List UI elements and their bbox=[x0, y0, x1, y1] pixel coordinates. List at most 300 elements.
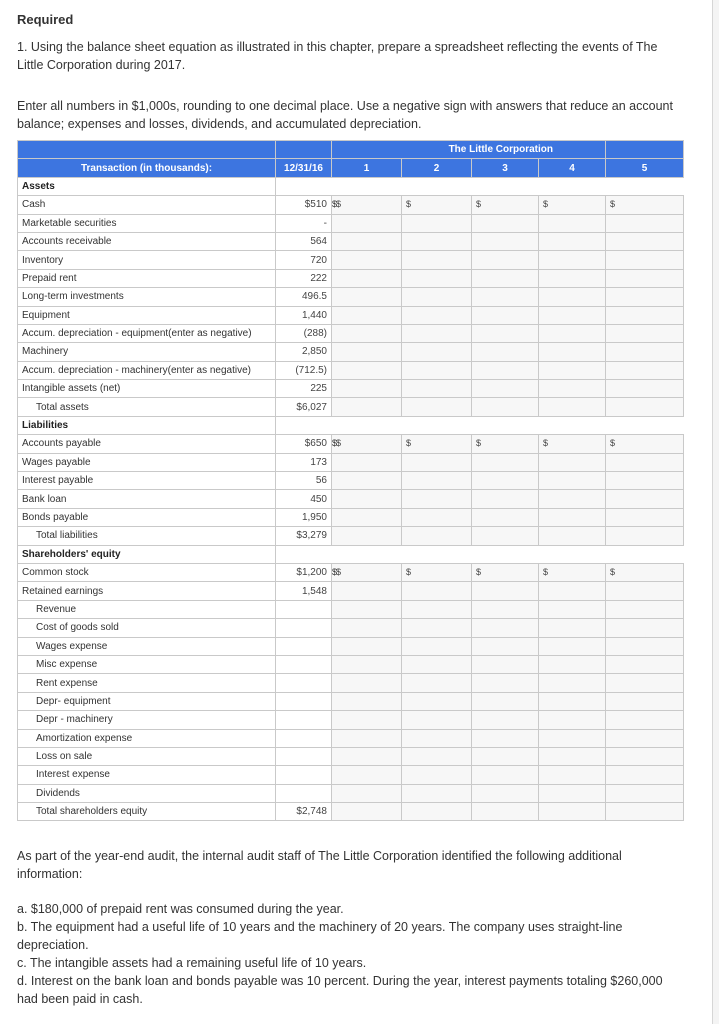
input-cell-1[interactable] bbox=[332, 490, 402, 508]
input-cell-1[interactable] bbox=[332, 674, 402, 692]
table-row bbox=[18, 729, 684, 747]
row-label: Depr - machinery bbox=[18, 711, 276, 729]
input-cell-4[interactable] bbox=[539, 784, 606, 802]
table-row bbox=[18, 380, 684, 398]
input-cell-3[interactable] bbox=[472, 803, 539, 821]
table-row bbox=[18, 472, 684, 490]
input-cell-2[interactable] bbox=[402, 324, 472, 342]
input-cell-2[interactable] bbox=[402, 269, 472, 287]
input-cell-2[interactable] bbox=[402, 251, 472, 269]
dollar-sign: $ bbox=[476, 199, 482, 210]
table-row bbox=[18, 692, 684, 710]
dollar-sign: $ bbox=[476, 438, 482, 449]
input-cell-2[interactable] bbox=[402, 747, 472, 765]
row-label: Long-term investments bbox=[18, 288, 276, 306]
table-row bbox=[18, 545, 684, 563]
input-cell-4[interactable] bbox=[539, 674, 606, 692]
input-cell-3[interactable] bbox=[472, 729, 539, 747]
opening-balance: (288) bbox=[276, 324, 332, 342]
question-text: 1. Using the balance sheet equation as illustrated in this chapter, prepare a spreadsheet reflecting the events of The Little Corporation during 2017. bbox=[17, 40, 658, 72]
input-cell-2[interactable] bbox=[402, 361, 472, 379]
input-cell-2[interactable] bbox=[402, 527, 472, 545]
opening-balance: 564 bbox=[276, 232, 332, 250]
row-label: Accounts payable bbox=[18, 435, 276, 453]
date-header: 12/31/16 bbox=[276, 159, 332, 177]
input-cell-4[interactable] bbox=[539, 766, 606, 784]
input-cell-3[interactable] bbox=[472, 784, 539, 802]
table-row bbox=[18, 803, 684, 821]
input-cell-2[interactable] bbox=[402, 232, 472, 250]
table-row bbox=[18, 324, 684, 342]
table-row bbox=[18, 563, 684, 581]
table-row bbox=[18, 490, 684, 508]
input-cell-3[interactable] bbox=[472, 582, 539, 600]
input-cell-2[interactable] bbox=[402, 472, 472, 490]
row-label: Cash bbox=[18, 196, 276, 214]
row-label: Depr- equipment bbox=[18, 692, 276, 710]
note-b: b. The equipment had a useful life of 10 years and the machinery of 20 years. The company uses straight-line depreciation. bbox=[17, 920, 623, 952]
input-cell-2[interactable] bbox=[402, 692, 472, 710]
input-cell-3[interactable] bbox=[472, 747, 539, 765]
input-cell-1[interactable] bbox=[332, 251, 402, 269]
input-cell-4[interactable] bbox=[539, 563, 606, 581]
input-cell-1[interactable] bbox=[332, 619, 402, 637]
note-d: d. Interest on the bank loan and bonds payable was 10 percent. During the year, interest payments totaling $260,000 had been paid in cash. bbox=[17, 974, 663, 1006]
input-cell-5[interactable] bbox=[606, 380, 684, 398]
table-row bbox=[18, 582, 684, 600]
input-cell-4[interactable] bbox=[539, 803, 606, 821]
input-cell-4[interactable] bbox=[539, 637, 606, 655]
input-cell-4[interactable] bbox=[539, 619, 606, 637]
company-title: The Little Corporation bbox=[332, 141, 606, 159]
input-cell-5[interactable] bbox=[606, 306, 684, 324]
opening-balance: $1,200 $ bbox=[276, 563, 332, 581]
input-cell-5[interactable] bbox=[606, 766, 684, 784]
input-cell-1[interactable] bbox=[332, 472, 402, 490]
table-row bbox=[18, 619, 684, 637]
input-cell-1[interactable] bbox=[332, 582, 402, 600]
input-cell-2[interactable] bbox=[402, 600, 472, 618]
input-cell-4[interactable] bbox=[539, 361, 606, 379]
input-cell-5[interactable] bbox=[606, 269, 684, 287]
col-header-3: 3 bbox=[472, 159, 539, 177]
input-cell-5[interactable] bbox=[606, 398, 684, 416]
input-cell-5[interactable] bbox=[606, 600, 684, 618]
input-cell-3[interactable] bbox=[472, 361, 539, 379]
opening-balance: 225 bbox=[276, 380, 332, 398]
opening-balance bbox=[276, 729, 332, 747]
audit-info bbox=[17, 847, 685, 1008]
table-row bbox=[18, 766, 684, 784]
input-cell-2[interactable] bbox=[402, 398, 472, 416]
input-cell-4[interactable] bbox=[539, 380, 606, 398]
table-row bbox=[18, 177, 684, 195]
input-cell-5[interactable] bbox=[606, 288, 684, 306]
row-label: Revenue bbox=[18, 600, 276, 618]
input-cell-3[interactable] bbox=[472, 527, 539, 545]
input-cell-1[interactable] bbox=[332, 711, 402, 729]
input-cell-2[interactable] bbox=[402, 619, 472, 637]
table-row bbox=[18, 232, 684, 250]
row-label: Cost of goods sold bbox=[18, 619, 276, 637]
input-cell-4[interactable] bbox=[539, 472, 606, 490]
row-label: Accum. depreciation - machinery(enter as negative) bbox=[18, 361, 276, 379]
row-label: Wages payable bbox=[18, 453, 276, 471]
dollar-sign: $ bbox=[331, 438, 337, 449]
table-row bbox=[18, 508, 684, 526]
input-cell-3[interactable] bbox=[472, 766, 539, 784]
input-cell-2[interactable] bbox=[402, 435, 472, 453]
input-cell-5[interactable] bbox=[606, 196, 684, 214]
input-cell-4[interactable] bbox=[539, 343, 606, 361]
input-cell-5[interactable] bbox=[606, 214, 684, 232]
input-cell-2[interactable] bbox=[402, 803, 472, 821]
input-cell-3[interactable] bbox=[472, 435, 539, 453]
input-cell-2[interactable] bbox=[402, 784, 472, 802]
input-cell-5[interactable] bbox=[606, 692, 684, 710]
table-row bbox=[18, 214, 684, 232]
question-header bbox=[17, 10, 685, 133]
required-heading: Required bbox=[17, 12, 74, 27]
input-cell-1[interactable] bbox=[332, 803, 402, 821]
input-cell-5[interactable] bbox=[606, 361, 684, 379]
input-cell-2[interactable] bbox=[402, 490, 472, 508]
input-cell-4[interactable] bbox=[539, 729, 606, 747]
input-cell-1[interactable] bbox=[332, 288, 402, 306]
input-cell-5[interactable] bbox=[606, 619, 684, 637]
opening-balance bbox=[276, 674, 332, 692]
input-cell-5[interactable] bbox=[606, 251, 684, 269]
table-row bbox=[18, 527, 684, 545]
opening-balance: $6,027 bbox=[276, 398, 332, 416]
input-cell-1[interactable] bbox=[332, 527, 402, 545]
input-cell-4[interactable] bbox=[539, 306, 606, 324]
input-cell-5[interactable] bbox=[606, 747, 684, 765]
col-header-4: 4 bbox=[539, 159, 606, 177]
opening-balance: $510 $ bbox=[276, 196, 332, 214]
input-cell-2[interactable] bbox=[402, 655, 472, 673]
input-cell-5[interactable] bbox=[606, 343, 684, 361]
input-cell-5[interactable] bbox=[606, 803, 684, 821]
audit-intro: As part of the year-end audit, the internal audit staff of The Little Corporation identified the following additional information: bbox=[17, 849, 622, 881]
dollar-sign: $ bbox=[610, 199, 616, 210]
input-cell-1[interactable] bbox=[332, 784, 402, 802]
input-cell-1[interactable] bbox=[332, 214, 402, 232]
dollar-sign: $ bbox=[543, 438, 549, 449]
input-cell-4[interactable] bbox=[539, 214, 606, 232]
input-cell-3[interactable] bbox=[472, 600, 539, 618]
input-cell-5[interactable] bbox=[606, 527, 684, 545]
dollar-sign: $ bbox=[543, 566, 549, 577]
input-cell-1[interactable] bbox=[332, 435, 402, 453]
worksheet-table bbox=[17, 140, 684, 821]
input-cell-1[interactable] bbox=[332, 269, 402, 287]
input-cell-3[interactable] bbox=[472, 196, 539, 214]
input-cell-3[interactable] bbox=[472, 343, 539, 361]
table-row bbox=[18, 784, 684, 802]
section-label: Assets bbox=[18, 177, 276, 195]
input-cell-3[interactable] bbox=[472, 692, 539, 710]
input-cell-3[interactable] bbox=[472, 674, 539, 692]
row-label: Machinery bbox=[18, 343, 276, 361]
input-cell-5[interactable] bbox=[606, 490, 684, 508]
input-cell-1[interactable] bbox=[332, 655, 402, 673]
opening-balance: (712.5) bbox=[276, 361, 332, 379]
input-cell-2[interactable] bbox=[402, 380, 472, 398]
opening-balance: 1,440 bbox=[276, 306, 332, 324]
input-cell-1[interactable] bbox=[332, 380, 402, 398]
table-row bbox=[18, 306, 684, 324]
row-label: Total shareholders equity bbox=[18, 803, 276, 821]
table-row bbox=[18, 343, 684, 361]
row-label: Bank loan bbox=[18, 490, 276, 508]
input-cell-1[interactable] bbox=[332, 196, 402, 214]
input-cell-5[interactable] bbox=[606, 582, 684, 600]
opening-balance: $650 $ bbox=[276, 435, 332, 453]
input-cell-1[interactable] bbox=[332, 747, 402, 765]
opening-balance: 450 bbox=[276, 490, 332, 508]
row-label: Intangible assets (net) bbox=[18, 380, 276, 398]
input-cell-3[interactable] bbox=[472, 380, 539, 398]
table-row bbox=[18, 637, 684, 655]
table-row bbox=[18, 398, 684, 416]
dollar-sign: $ bbox=[406, 438, 412, 449]
input-cell-4[interactable] bbox=[539, 251, 606, 269]
table-row bbox=[18, 288, 684, 306]
section-label: Liabilities bbox=[18, 416, 276, 434]
col-header-1: 1 bbox=[332, 159, 402, 177]
header-row-columns bbox=[18, 159, 684, 177]
input-cell-2[interactable] bbox=[402, 729, 472, 747]
input-cell-2[interactable] bbox=[402, 637, 472, 655]
table-row bbox=[18, 674, 684, 692]
input-cell-5[interactable] bbox=[606, 784, 684, 802]
input-cell-3[interactable] bbox=[472, 288, 539, 306]
input-cell-3[interactable] bbox=[472, 508, 539, 526]
input-cell-3[interactable] bbox=[472, 251, 539, 269]
input-cell-1[interactable] bbox=[332, 398, 402, 416]
dollar-sign: $ bbox=[476, 566, 482, 577]
row-label: Interest payable bbox=[18, 472, 276, 490]
input-cell-1[interactable] bbox=[332, 306, 402, 324]
opening-balance: 496.5 bbox=[276, 288, 332, 306]
dollar-sign: $ bbox=[406, 566, 412, 577]
opening-balance: 1,950 bbox=[276, 508, 332, 526]
note-c: c. The intangible assets had a remaining useful life of 10 years. bbox=[17, 956, 367, 970]
input-cell-4[interactable] bbox=[539, 196, 606, 214]
input-cell-4[interactable] bbox=[539, 453, 606, 471]
table-row bbox=[18, 747, 684, 765]
table-row bbox=[18, 600, 684, 618]
table-row bbox=[18, 251, 684, 269]
table-row bbox=[18, 416, 684, 434]
input-cell-3[interactable] bbox=[472, 269, 539, 287]
input-cell-4[interactable] bbox=[539, 232, 606, 250]
audit-notes bbox=[17, 900, 685, 1008]
opening-balance: 720 bbox=[276, 251, 332, 269]
input-cell-2[interactable] bbox=[402, 508, 472, 526]
opening-balance bbox=[276, 655, 332, 673]
dollar-sign: $ bbox=[336, 199, 342, 210]
opening-balance: $3,279 bbox=[276, 527, 332, 545]
input-cell-1[interactable] bbox=[332, 453, 402, 471]
input-cell-2[interactable] bbox=[402, 563, 472, 581]
input-cell-2[interactable] bbox=[402, 306, 472, 324]
input-cell-3[interactable] bbox=[472, 398, 539, 416]
input-cell-4[interactable] bbox=[539, 747, 606, 765]
opening-balance bbox=[276, 692, 332, 710]
input-cell-4[interactable] bbox=[539, 398, 606, 416]
input-cell-5[interactable] bbox=[606, 508, 684, 526]
row-label: Marketable securities bbox=[18, 214, 276, 232]
opening-balance: 56 bbox=[276, 472, 332, 490]
dollar-sign: $ bbox=[543, 199, 549, 210]
input-cell-3[interactable] bbox=[472, 637, 539, 655]
row-label: Wages expense bbox=[18, 637, 276, 655]
table-row bbox=[18, 196, 684, 214]
row-label: Interest expense bbox=[18, 766, 276, 784]
input-cell-4[interactable] bbox=[539, 324, 606, 342]
opening-balance: 222 bbox=[276, 269, 332, 287]
section-label: Shareholders' equity bbox=[18, 545, 276, 563]
opening-balance bbox=[276, 600, 332, 618]
input-cell-1[interactable] bbox=[332, 361, 402, 379]
table-row bbox=[18, 361, 684, 379]
input-cell-4[interactable] bbox=[539, 508, 606, 526]
input-cell-2[interactable] bbox=[402, 196, 472, 214]
input-cell-2[interactable] bbox=[402, 711, 472, 729]
row-label: Rent expense bbox=[18, 674, 276, 692]
opening-balance: 2,850 bbox=[276, 343, 332, 361]
row-label: Bonds payable bbox=[18, 508, 276, 526]
transaction-header: Transaction (in thousands): bbox=[18, 159, 276, 177]
input-cell-4[interactable] bbox=[539, 655, 606, 673]
input-cell-5[interactable] bbox=[606, 637, 684, 655]
input-cell-3[interactable] bbox=[472, 711, 539, 729]
dollar-sign: $ bbox=[336, 438, 342, 449]
col-header-5: 5 bbox=[606, 159, 684, 177]
input-cell-1[interactable] bbox=[332, 343, 402, 361]
input-cell-1[interactable] bbox=[332, 563, 402, 581]
opening-balance bbox=[276, 766, 332, 784]
input-cell-1[interactable] bbox=[332, 692, 402, 710]
input-cell-2[interactable] bbox=[402, 582, 472, 600]
input-cell-4[interactable] bbox=[539, 582, 606, 600]
input-cell-2[interactable] bbox=[402, 288, 472, 306]
input-cell-4[interactable] bbox=[539, 527, 606, 545]
dollar-sign: $ bbox=[406, 199, 412, 210]
opening-balance bbox=[276, 619, 332, 637]
input-cell-1[interactable] bbox=[332, 232, 402, 250]
table-row bbox=[18, 435, 684, 453]
opening-balance bbox=[276, 711, 332, 729]
input-cell-1[interactable] bbox=[332, 508, 402, 526]
row-label: Common stock bbox=[18, 563, 276, 581]
input-cell-5[interactable] bbox=[606, 232, 684, 250]
input-cell-4[interactable] bbox=[539, 435, 606, 453]
input-cell-1[interactable] bbox=[332, 729, 402, 747]
input-cell-2[interactable] bbox=[402, 343, 472, 361]
row-label: Accum. depreciation - equipment(enter as negative) bbox=[18, 324, 276, 342]
opening-balance bbox=[276, 747, 332, 765]
input-cell-5[interactable] bbox=[606, 324, 684, 342]
input-cell-1[interactable] bbox=[332, 600, 402, 618]
dollar-sign: $ bbox=[336, 566, 342, 577]
row-label: Total liabilities bbox=[18, 527, 276, 545]
dollar-sign: $ bbox=[610, 566, 616, 577]
input-cell-2[interactable] bbox=[402, 214, 472, 232]
input-cell-5[interactable] bbox=[606, 453, 684, 471]
row-label: Prepaid rent bbox=[18, 269, 276, 287]
input-cell-5[interactable] bbox=[606, 674, 684, 692]
input-cell-2[interactable] bbox=[402, 766, 472, 784]
input-cell-5[interactable] bbox=[606, 729, 684, 747]
row-label: Inventory bbox=[18, 251, 276, 269]
input-cell-1[interactable] bbox=[332, 637, 402, 655]
dollar-sign: $ bbox=[331, 566, 337, 577]
input-cell-5[interactable] bbox=[606, 563, 684, 581]
input-cell-3[interactable] bbox=[472, 324, 539, 342]
input-cell-3[interactable] bbox=[472, 214, 539, 232]
col-header-2: 2 bbox=[402, 159, 472, 177]
input-cell-4[interactable] bbox=[539, 600, 606, 618]
opening-balance bbox=[276, 784, 332, 802]
row-label: Retained earnings bbox=[18, 582, 276, 600]
input-cell-4[interactable] bbox=[539, 490, 606, 508]
instructions-text: Enter all numbers in $1,000s, rounding to one decimal place. Use a negative sign with answers that reduce an account balance; expenses and losses, dividends, and accumulated depreciation. bbox=[17, 99, 673, 131]
input-cell-4[interactable] bbox=[539, 711, 606, 729]
input-cell-3[interactable] bbox=[472, 563, 539, 581]
opening-balance: $2,748 bbox=[276, 803, 332, 821]
dollar-sign: $ bbox=[610, 438, 616, 449]
input-cell-5[interactable] bbox=[606, 711, 684, 729]
opening-balance: - bbox=[276, 214, 332, 232]
row-label: Accounts receivable bbox=[18, 232, 276, 250]
input-cell-3[interactable] bbox=[472, 453, 539, 471]
input-cell-1[interactable] bbox=[332, 766, 402, 784]
input-cell-2[interactable] bbox=[402, 453, 472, 471]
header-row-company bbox=[18, 141, 684, 159]
opening-balance: 173 bbox=[276, 453, 332, 471]
dollar-sign: $ bbox=[331, 199, 337, 210]
input-cell-3[interactable] bbox=[472, 306, 539, 324]
table-row bbox=[18, 453, 684, 471]
input-cell-4[interactable] bbox=[539, 692, 606, 710]
input-cell-1[interactable] bbox=[332, 324, 402, 342]
input-cell-2[interactable] bbox=[402, 674, 472, 692]
table-row bbox=[18, 711, 684, 729]
table-row bbox=[18, 269, 684, 287]
input-cell-3[interactable] bbox=[472, 490, 539, 508]
input-cell-4[interactable] bbox=[539, 288, 606, 306]
row-label: Misc expense bbox=[18, 655, 276, 673]
input-cell-5[interactable] bbox=[606, 655, 684, 673]
scrollbar[interactable] bbox=[713, 0, 719, 1024]
input-cell-5[interactable] bbox=[606, 472, 684, 490]
row-label: Amortization expense bbox=[18, 729, 276, 747]
row-label: Equipment bbox=[18, 306, 276, 324]
input-cell-3[interactable] bbox=[472, 655, 539, 673]
row-label: Dividends bbox=[18, 784, 276, 802]
opening-balance: 1,548 bbox=[276, 582, 332, 600]
input-cell-3[interactable] bbox=[472, 472, 539, 490]
row-label: Loss on sale bbox=[18, 747, 276, 765]
input-cell-5[interactable] bbox=[606, 435, 684, 453]
input-cell-4[interactable] bbox=[539, 269, 606, 287]
opening-balance bbox=[276, 637, 332, 655]
input-cell-3[interactable] bbox=[472, 232, 539, 250]
input-cell-3[interactable] bbox=[472, 619, 539, 637]
